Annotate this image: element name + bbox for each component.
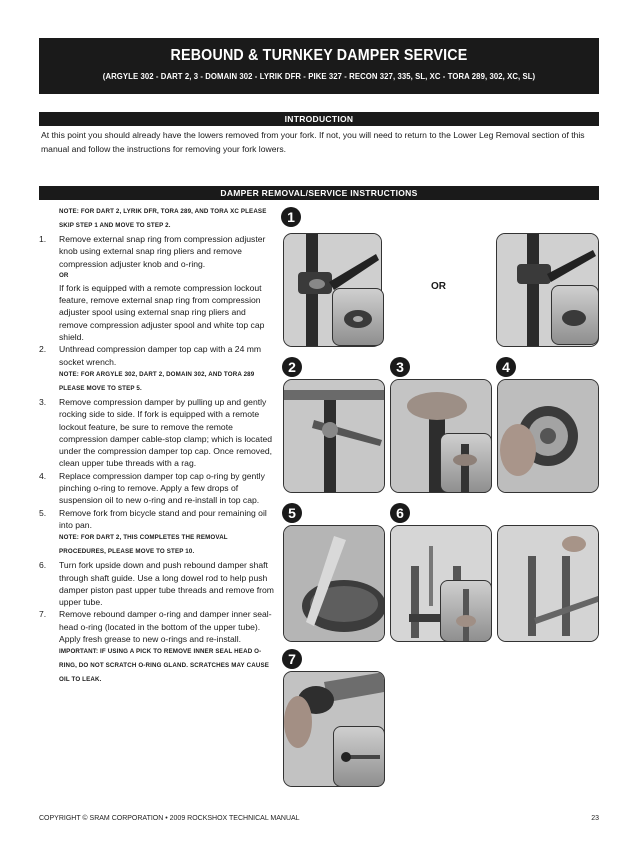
step-text: Replace compression damper top cap o-ring by gently pinching o-ring to remove. Apply a few drops of suspension oil to new o-ring and re-install in top cap. (59, 470, 265, 506)
top-cap-oring-illustration (498, 380, 598, 492)
inset-step-1b (551, 285, 599, 345)
step-badge-3: 3 (390, 357, 410, 377)
step-text: Remove external snap ring from compression adjuster knob using external snap ring pliers and remove compression adjuster knob and o-ring. (59, 234, 266, 269)
or-label-small: OR (59, 271, 69, 279)
intro-heading: INTRODUCTION (39, 112, 599, 126)
step-number: 2. (39, 344, 47, 355)
step-4 (39, 470, 275, 507)
note-move-to-step-10: NOTE: FOR DART 2, THIS COMPLETES THE REMOVAL PROCEDURES, PLEASE MOVE TO STEP 10. (59, 534, 228, 556)
page-number: 23 (591, 815, 599, 822)
step-1-alternative: If fork is equipped with a remote compression lockout feature, remove external snap ring from compression adjuster spool using external snap ring pliers and remove compression adjuster spool and white top cap shield. (59, 282, 265, 343)
step-number: 4. (39, 470, 47, 481)
step-1 (39, 233, 275, 343)
step-badge-4: 4 (496, 357, 516, 377)
step-badge-6: 6 (390, 503, 410, 523)
dowel-rod-illustration (498, 526, 598, 641)
step-number: 3. (39, 396, 47, 407)
or-label: OR (431, 281, 446, 292)
photo-step-2 (283, 379, 385, 493)
step-badge-1: 1 (281, 207, 301, 227)
step-text: Unthread compression damper top cap with a 24 mm socket wrench. (59, 344, 262, 367)
page-title: REBOUND & TURNKEY DAMPER SERVICE (170, 47, 468, 64)
inset-step-7 (333, 726, 385, 787)
note-move-to-step-5: NOTE: FOR ARGYLE 302, DART 2, DOMAIN 302, AND TORA 289 PLEASE MOVE TO STEP 5. (59, 370, 255, 392)
step-number: 5. (39, 507, 47, 518)
footer (39, 815, 599, 822)
step-number: 6. (39, 560, 47, 571)
step-3 (39, 396, 275, 470)
photo-step-5 (283, 525, 385, 642)
step-text: Remove compression damper by pulling up and gently rocking side to side. If fork is equipped with a remote lockout feature, be sure to remove the remote compression damper cable-stop clamp; which is located under the compression damper top cap. Once removed, clean upper tube threads with a rag. (59, 396, 273, 469)
title-bar (39, 38, 599, 94)
step-number: 7. (39, 609, 47, 620)
inset-step-6 (440, 580, 492, 642)
step-text: Turn fork upside down and push rebound damper shaft through shaft guide. Use a long dowel rod to help push damper piston past upper tube threads and remove from upper tube. (59, 560, 274, 608)
oil-pan-illustration (284, 526, 384, 641)
step-badge-7: 7 (282, 649, 302, 669)
step-5 (39, 507, 275, 532)
socket-wrench-illustration (284, 380, 384, 492)
inset-step-1a (332, 288, 384, 346)
step-number: 1. (39, 234, 47, 244)
photo-step-6b (497, 525, 599, 642)
step-text: Remove fork from bicycle stand and pour remaining oil into pan. (59, 507, 267, 530)
copyright: COPYRIGHT © SRAM CORPORATION • 2009 ROCKSHOX TECHNICAL MANUAL (39, 815, 300, 822)
step-6 (39, 559, 275, 608)
step-badge-2: 2 (282, 357, 302, 377)
step-text: Remove rebound damper o-ring and damper inner seal-head o-ring (located in the bottom of the upper tube). Apply fresh grease to new o-rings and re-install. (59, 609, 272, 645)
instructions-list (39, 205, 275, 687)
step-2 (39, 343, 275, 368)
step-badge-5: 5 (282, 503, 302, 523)
intro-text: At this point you should already have the lowers removed from your fork. If not, you will need to return to the Lower Leg Removal section of this manual and follow the instructions for removing your fork lowers. (41, 130, 585, 154)
photo-step-4 (497, 379, 599, 493)
instructions-heading: DAMPER REMOVAL/SERVICE INSTRUCTIONS (39, 186, 599, 200)
inset-step-3 (440, 433, 492, 493)
note-skip-step-1: NOTE: FOR DART 2, LYRIK DFR, TORA 289, AND TORA XC PLEASE SKIP STEP 1 AND MOVE TO STEP 2. (59, 208, 267, 229)
page-subtitle: (ARGYLE 302 - DART 2, 3 - DOMAIN 302 - LYRIK DFR - PIKE 327 - RECON 327, 335, SL, XC - TORA 289, 302, XC, SL) (102, 71, 536, 81)
step-7 (39, 608, 275, 645)
important-note: IMPORTANT: IF USING A PICK TO REMOVE INNER SEAL HEAD O-RING, DO NOT SCRATCH O-RING GLAND. SCRATCHES MAY CAUSE OIL TO LEAK. (59, 648, 269, 684)
